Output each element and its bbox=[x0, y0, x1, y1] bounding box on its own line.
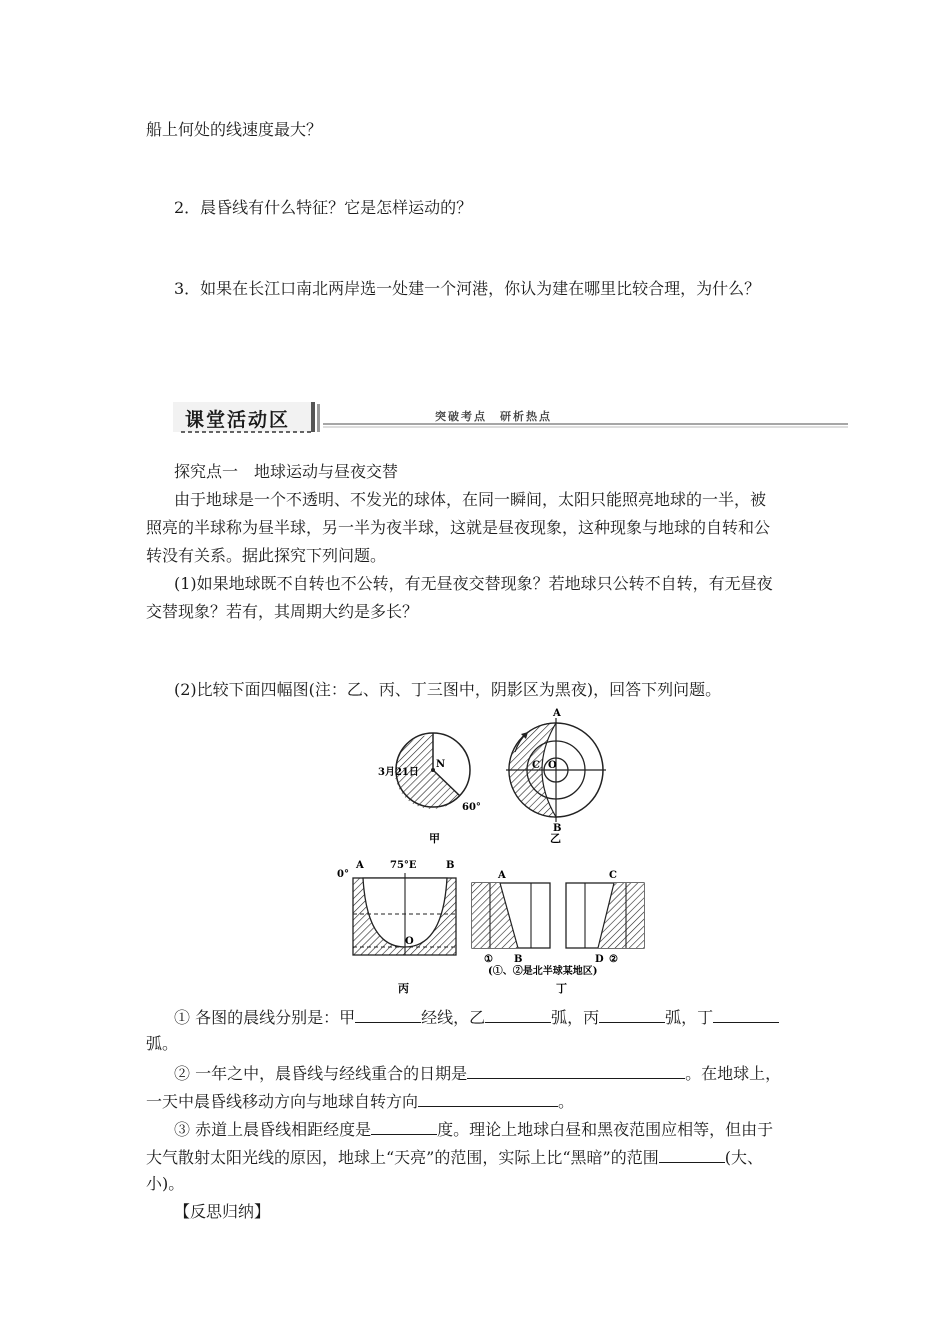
blank-bing[interactable] bbox=[599, 1006, 665, 1023]
ding-note: (①、②是北半球某地区) bbox=[488, 966, 598, 977]
answer-2-line-2 bbox=[146, 1090, 574, 1112]
question-line: (2)比较下面四幅图(注：乙、丙、丁三图中，阴影区为黑夜)，回答下列问题。 bbox=[174, 680, 722, 699]
answer-3-line bbox=[174, 1118, 773, 1140]
answer-2-text: ② 一年之中，晨昏线与经线重合的日期是 bbox=[174, 1064, 468, 1083]
ding-label-a: A bbox=[498, 870, 506, 881]
ding-label-c: C bbox=[609, 870, 617, 881]
answer-2-text: 。在地球上， bbox=[685, 1064, 782, 1083]
figure-yi bbox=[506, 708, 606, 845]
reflect-heading: 【反思归纳】 bbox=[174, 1202, 271, 1221]
answer-1-text: 弧，丙 bbox=[551, 1008, 600, 1027]
jia-angle-label: 60° bbox=[462, 802, 481, 813]
bing-label-a: A bbox=[356, 860, 364, 871]
blank-date[interactable] bbox=[467, 1062, 685, 1079]
section-heading: 探究点一 地球运动与昼夜交替 bbox=[174, 462, 399, 481]
answer-3-text: 度。理论上地球白昼和黑夜范围应相等，但由于 bbox=[437, 1120, 774, 1139]
figure-ding bbox=[472, 870, 644, 995]
question-1-tail: 船上何处的线速度最大？ bbox=[146, 120, 323, 139]
blank-yi[interactable] bbox=[485, 1006, 551, 1023]
answer-3-tail: 小)。 bbox=[146, 1174, 185, 1193]
answer-1-text: ① 各图的晨线分别是：甲 bbox=[174, 1008, 356, 1027]
earth-figures bbox=[0, 700, 950, 1010]
yi-label-c: C bbox=[532, 760, 540, 771]
bing-zero-label: 0° bbox=[337, 869, 349, 880]
answer-3-text: (大、 bbox=[724, 1148, 763, 1167]
answer-1-tail: 弧。 bbox=[146, 1034, 179, 1053]
banner-title: 课堂活动区 bbox=[185, 409, 291, 431]
section-banner bbox=[173, 402, 848, 436]
ding-caption: 丁 bbox=[556, 982, 567, 995]
answer-1-text: 经线，乙 bbox=[421, 1008, 486, 1027]
paragraph-line: 转没有关系。据此探究下列问题。 bbox=[146, 546, 387, 565]
answer-2-text: 一天中晨昏线移动方向与地球自转方向 bbox=[146, 1092, 419, 1111]
figure-jia bbox=[378, 733, 481, 845]
blank-ding[interactable] bbox=[713, 1006, 779, 1023]
answer-1-text: 弧，丁 bbox=[665, 1008, 714, 1027]
ding-label-b: B bbox=[514, 954, 523, 965]
question-2: 2．晨昏线有什么特征？它是怎样运动的？ bbox=[174, 198, 473, 217]
blank-size[interactable] bbox=[659, 1146, 725, 1163]
ding-circle-1: ① bbox=[484, 954, 493, 965]
blank-direction[interactable] bbox=[418, 1090, 558, 1107]
bing-lon-label: 75°E bbox=[390, 860, 417, 871]
question-line: 交替现象？若有，其周期大约是多长？ bbox=[146, 602, 419, 621]
jia-pole-label: N bbox=[436, 759, 446, 770]
jia-caption: 甲 bbox=[429, 832, 440, 845]
blank-degree[interactable] bbox=[371, 1118, 437, 1135]
bing-caption: 丙 bbox=[398, 982, 409, 995]
question-line: (1)如果地球既不自转也不公转，有无昼夜交替现象？若地球只公转不自转，有无昼夜 bbox=[174, 574, 773, 593]
ding-circle-2: ② bbox=[609, 954, 618, 965]
yi-label-a: A bbox=[553, 708, 561, 719]
jia-date-label: 3月21日 bbox=[378, 767, 419, 778]
blank-jia[interactable] bbox=[355, 1006, 421, 1023]
paragraph-line: 由于地球是一个不透明、不发光的球体，在同一瞬间，太阳只能照亮地球的一半，被 bbox=[174, 490, 767, 509]
answer-3-line-2 bbox=[146, 1146, 763, 1168]
paragraph-line: 照亮的半球称为昼半球，另一半为夜半球，这就是昼夜现象，这种现象与地球的自转和公 bbox=[146, 518, 771, 537]
answer-3-text: ③ 赤道上晨昏线相距经度是 bbox=[174, 1120, 372, 1139]
question-3: 3．如果在长江口南北两岸选一处建一个河港，你认为建在哪里比较合理，为什么？ bbox=[174, 279, 761, 298]
figure-bing bbox=[337, 860, 456, 995]
answer-2-line bbox=[174, 1062, 781, 1084]
answer-2-text: 。 bbox=[558, 1092, 575, 1111]
yi-label-b: B bbox=[553, 823, 562, 834]
yi-caption: 乙 bbox=[550, 832, 561, 845]
bing-label-o: O bbox=[405, 936, 414, 947]
answer-3-text: 大气散射太阳光线的原因，地球上“天亮”的范围，实际上比“黑暗”的范围 bbox=[146, 1148, 659, 1167]
answer-1-line bbox=[174, 1006, 779, 1028]
ding-label-d: D bbox=[595, 954, 604, 965]
yi-label-o: O bbox=[548, 760, 557, 771]
bing-label-b: B bbox=[446, 860, 455, 871]
banner-subtitle: 突破考点 研析热点 bbox=[435, 410, 552, 423]
